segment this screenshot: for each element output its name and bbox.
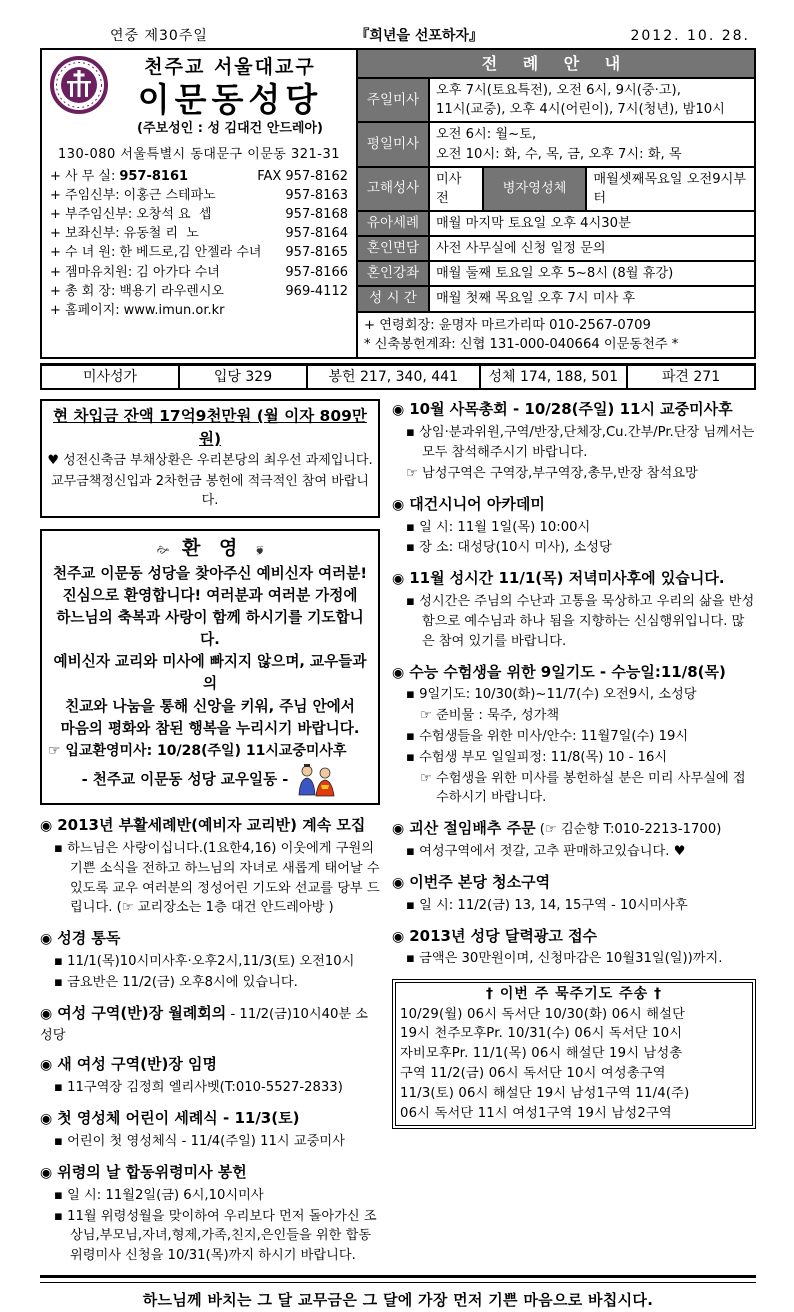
debt-note-2: 교무금책정신입과 2차헌금 봉헌에 적극적인 참여 바랍니다. <box>51 474 369 509</box>
contact-value: 오창석 요 셉 <box>136 207 212 222</box>
bulletin-date: 2012. 10. 28. <box>630 27 750 44</box>
right-bulletin-sections <box>392 399 756 969</box>
bulletin-title: 괴산 절임배추 주문 <box>409 819 536 838</box>
rosary-line: 10/29(월) 06시 독서단 10/30(화) 06시 해설단 <box>400 1006 686 1022</box>
bulletin-heading <box>392 399 756 420</box>
section-marker-icon: ◉ <box>392 402 405 419</box>
bulletin-item: ▪ 일 시: 11월2일(금) 6시,10시미사 <box>54 1187 264 1203</box>
liturgy-row-label: 혼인면담 <box>358 237 430 260</box>
welcome-line: 마음의 평화와 참된 행복을 누리시기 바랍니다. <box>60 719 360 737</box>
rosary-line: 19시 천주모후Pr. 10/31(수) 06시 독서단 10시 <box>400 1026 683 1042</box>
section-marker-icon: ◉ <box>40 1057 53 1074</box>
hymn-cell: 미사성가 <box>42 366 180 388</box>
footer-divider <box>40 1275 756 1283</box>
welcome-line: 진심으로 환영합니다! 여러분과 여러분 가정에 <box>62 586 358 604</box>
liturgy-row-content <box>430 262 754 285</box>
bulletin-heading <box>40 1003 380 1045</box>
bulletin-title: 새 여성 구역(반)장 임명 <box>57 1055 218 1074</box>
section-marker-icon: ◉ <box>392 874 405 891</box>
parish-logo-icon <box>50 56 108 114</box>
bulletin-item: ▪ 하느님은 사랑이십니다.(1요한4,16) 이웃에게 구원의 기쁜 소식을 전하고 하느님의 자녀로 새롭게 태어날 수 있도록 교우 여러분의 정성어린 기도와 선교를 당부 드립니다. (☞ 교리장소는 1층 대건 안드레아방 ) <box>54 841 380 916</box>
rosary-line: 자비모후Pr. 11/1(목) 06시 해설단 19시 남성총 <box>400 1046 683 1062</box>
liturgy-row-cells <box>430 168 754 210</box>
liturgy-cell-highlight: 병자영성체 <box>482 168 588 210</box>
contact-row <box>50 186 348 205</box>
liturgy-line: 매월 첫째 목요일 오후 7시 미사 후 <box>436 291 636 307</box>
bulletin-title-suffix: (☞ 김순향 T:010-2213-1700) <box>535 822 722 838</box>
contact-row <box>50 282 348 301</box>
contact-value: 한 베드로,김 안젤라 수녀 <box>119 245 262 261</box>
patron-saint: (주보성인 : 성 김대건 안드레아) <box>137 120 323 136</box>
bulletin-item: ☞ 수험생을 위한 미사를 봉헌하실 분은 미리 사무실에 접수하시기 바랍니다. <box>420 770 746 806</box>
bulletin-item: ▪ 장 소: 대성당(10시 미사), 소성당 <box>406 540 612 556</box>
contact-value: 유동철 리 노 <box>123 226 199 242</box>
contact-phone: 957-8163 <box>285 187 348 203</box>
liturgy-line: 11시(교중), 오후 4시(어린이), 7시(청년), 밤10시 <box>436 102 725 118</box>
welcome-line: 천주교 이문동 성당을 찾아주신 예비신자 여러분! <box>52 564 367 582</box>
bulletin-title: 수능 수험생을 위한 9일기도 - 수능일:11/8(목) <box>409 662 726 681</box>
header-box <box>40 48 756 359</box>
contact-row <box>50 205 348 224</box>
liturgy-note: + 연령회장: 윤명자 마르가리따 010-2567-0709 <box>364 317 651 333</box>
bulletin-item: ▪ 11/1(목)10시미사후·오후2시,11/3(토) 오전10시 <box>54 954 355 970</box>
section-marker-icon: ◉ <box>40 1111 53 1128</box>
left-column <box>40 399 380 1266</box>
bulletin-item: ▪ 어린이 첫 영성체식 - 11/4(주일) 11시 교중미사 <box>54 1134 345 1150</box>
bulletin-heading <box>40 1108 380 1129</box>
section-marker-icon: ◉ <box>392 664 405 681</box>
welcome-line: 친교와 나눔을 통해 신앙을 키워, 주님 안에서 <box>65 697 355 715</box>
contact-row <box>50 167 348 186</box>
section-marker-icon: ◉ <box>40 818 53 835</box>
bulletin-heading <box>40 928 380 949</box>
bulletin-item: ☞ 남성구역은 구역장,부구역장,총무,반장 참석요망 <box>406 465 698 481</box>
liturgy-row-label: 고해성사 <box>358 168 430 210</box>
rosary-schedule-box <box>392 979 756 1129</box>
parish-name: 이문동성당 <box>137 79 323 119</box>
bulletin-item: ▪ 수험생들을 위한 미사/안수: 11월7일(수) 19시 <box>406 729 689 745</box>
contact-phone: 957-8164 <box>285 226 348 242</box>
liturgy-row-label: 주일미사 <box>358 79 430 121</box>
liturgy-table-title: 전 례 안 내 <box>358 50 754 79</box>
hanbok-couple-clipart-icon <box>294 761 338 797</box>
parish-address: 130-080 서울특별시 동대문구 이문동 321-31 <box>57 146 341 162</box>
bulletin-heading <box>392 872 756 893</box>
bulletin-item: ▪ 금액은 30만원이며, 신청마감은 10월31일(일))까지. <box>406 951 723 967</box>
footer-banner: 하느님께 바치는 그 달 교무금은 그 달에 가장 먼저 기쁜 마음으로 바칩시다. <box>142 1290 654 1309</box>
diocese-name: 천주교 서울대교구 <box>144 56 316 78</box>
bulletin-item: ▪ 금요반은 11/2(금) 오후8시에 있습니다. <box>54 974 298 990</box>
bulletin-item: ▪ 11구역장 김정희 엘리사벳(T:010-5527-2833) <box>54 1080 343 1096</box>
bulletin-title: 10월 사목총회 - 10/28(주일) 11시 교중미사후 <box>409 400 733 419</box>
welcome-signature: - 천주교 이문동 성당 교우일동 - <box>81 770 289 788</box>
bulletin-heading <box>392 568 756 589</box>
welcome-title: 🙚 환 영 🙘 <box>156 536 264 559</box>
liturgy-row <box>358 123 754 167</box>
hymn-cell: 파견 271 <box>661 369 721 386</box>
liturgy-row <box>358 212 754 237</box>
welcome-line: 예비신자 교리와 미사에 빠지지 않으며, 교우들과의 <box>53 653 367 693</box>
liturgy-line: 사전 사무실에 신청 일정 문의 <box>436 241 606 257</box>
liturgy-row <box>358 79 754 123</box>
welcome-mass-note: ☞ 입교환영미사: 10/28(주일) 11시교중미사후 <box>48 742 347 759</box>
liturgy-row-content <box>430 79 754 121</box>
contact-label: + 홈페이지: <box>50 303 120 319</box>
liturgy-panel <box>356 50 754 357</box>
hymn-cell: 봉헌 217, 340, 441 <box>308 366 481 388</box>
contact-row <box>50 243 348 262</box>
contact-phone: 957-8165 <box>285 245 348 261</box>
debt-notice-box <box>40 399 380 517</box>
contact-row <box>50 263 348 282</box>
liturgy-note: * 신축봉헌계좌: 신협 131-000-040664 이문동천주 * <box>364 337 679 353</box>
hymn-cell: 성체 174, 188, 501 <box>481 366 629 388</box>
liturgy-notes <box>358 313 754 358</box>
liturgy-row-content <box>430 123 754 165</box>
contact-phone: 969-4112 <box>285 283 348 299</box>
bulletin-item: ▪ 성시간은 주님의 수난과 고통을 묵상하고 우리의 삶을 반성함으로 예수님과 하나 됨을 지향하는 신심행위입니다. 많은 참여 있기를 바랍니다. <box>406 594 755 649</box>
contact-row <box>50 224 348 243</box>
contact-label: + 사 무 실: <box>50 168 116 184</box>
bulletin-item: ▪ 11월 위령성월을 맞이하여 우리보다 먼저 돌아가신 조상님,부모님,자녀,형제,가족,친지,은인들을 위한 합동위령미사 신청을 10/31(목)까지 하시기 바랍니다. <box>54 1208 377 1264</box>
motto: 『희년을 선포하자』 <box>355 27 483 44</box>
liturgy-line: 오전 10시: 화, 수, 목, 금, 오후 7시: 화, 목 <box>436 146 682 162</box>
bulletin-heading <box>392 494 756 515</box>
liturgy-row <box>358 237 754 262</box>
section-marker-icon: ◉ <box>392 928 405 945</box>
welcome-box <box>40 529 380 805</box>
liturgy-row-label: 성 시 간 <box>358 287 430 310</box>
liturgical-week: 연중 제30주일 <box>110 27 208 44</box>
liturgy-row <box>358 262 754 287</box>
liturgy-row <box>358 287 754 312</box>
liturgy-line: 매월 마지막 토요일 오후 4시30분 <box>436 216 631 232</box>
section-marker-icon: ◉ <box>40 931 53 948</box>
contact-value: 김 아가다 수녀 <box>136 264 220 280</box>
liturgy-cell: 매월셋째목요일 오전9시부터 <box>593 171 747 206</box>
bulletin-item: ▪ 수험생 부모 일일피정: 11/8(목) 10 - 16시 <box>406 749 668 765</box>
bulletin-heading <box>40 815 380 836</box>
liturgy-table <box>358 79 754 312</box>
section-marker-icon: ◉ <box>40 1164 53 1181</box>
section-marker-icon: ◉ <box>40 1005 53 1022</box>
hymn-cell: 입당 329 <box>180 366 308 388</box>
mass-hymns-row <box>40 363 756 390</box>
liturgy-line: 오전 6시: 월~토, <box>436 127 537 143</box>
bulletin-title: 여성 구역(반)장 월례회의 <box>57 1003 227 1022</box>
left-bulletin-sections <box>40 815 380 1266</box>
section-marker-icon: ◉ <box>392 496 405 513</box>
contact-list <box>50 167 348 321</box>
rosary-line: 06시 독서단 11시 여성1구역 19시 남성2구역 <box>400 1105 672 1121</box>
welcome-line: 하느님의 축복과 사랑이 함께 하시기를 기도합니다. <box>56 608 364 649</box>
contact-value: 백용기 라우렌시오 <box>119 283 224 299</box>
bulletin-heading <box>40 1162 380 1183</box>
bulletin-title: 2013년 부활세례반(예비자 교리반) 계속 모집 <box>57 816 366 835</box>
bulletin-title: 이번주 본당 청소구역 <box>409 872 551 891</box>
bulletin-heading <box>40 1054 380 1075</box>
debt-balance: 현 차입금 잔액 17억9천만원 (월 이자 809만원) <box>53 407 367 448</box>
liturgy-row-label: 유아세례 <box>358 212 430 235</box>
section-marker-icon: ◉ <box>392 821 405 838</box>
bulletin-heading <box>392 662 756 683</box>
contact-value: 957-8161 <box>119 168 189 184</box>
liturgy-row-label: 평일미사 <box>358 123 430 165</box>
section-marker-icon: ◉ <box>392 571 405 588</box>
contact-row <box>50 301 348 320</box>
bulletin-title: 대건시니어 아카데미 <box>409 494 545 513</box>
bulletin-title: 2013년 성당 달력광고 접수 <box>409 926 598 945</box>
bulletin-title: 첫 영성체 어린이 세례식 - 11/3(토) <box>57 1109 300 1128</box>
liturgy-cell: 미사 전 <box>436 171 462 206</box>
liturgy-line: 매월 둘째 토요일 오후 5~8시 (8월 휴강) <box>436 266 674 282</box>
contact-label: + 주임신부: <box>50 187 120 203</box>
right-column <box>392 399 756 1266</box>
contact-label: + 보좌신부: <box>50 226 120 242</box>
liturgy-row-content <box>430 287 754 310</box>
bulletin-item: ▪ 여성구역에서 젓갈, 고추 판매하고있습니다. ♥ <box>406 844 686 860</box>
bulletin-item: ▪ 상임·분과위원,구역/반장,단체장,Cu.간부/Pr.단장 님께서는 모두 참석해주시기 바랍니다. <box>406 425 755 461</box>
contact-value: www.imun.or.kr <box>123 303 225 319</box>
bulletin-title: 성경 통독 <box>57 929 121 948</box>
rosary-line: 구역 11/2(금) 06시 독서단 10시 여성총구역 <box>400 1065 666 1081</box>
contact-label: + 젬마유치원: <box>50 264 133 280</box>
contact-value: 이홍근 스테파노 <box>123 187 216 203</box>
contact-phone: FAX 957-8162 <box>257 168 348 184</box>
contact-label: + 부주임신부: <box>50 207 133 222</box>
bulletin-title: 위령의 날 합동위령미사 봉헌 <box>57 1162 247 1181</box>
bulletin-item: ▪ 일 시: 11/2(금) 13, 14, 15구역 - 10시미사후 <box>406 897 688 913</box>
liturgy-row-content <box>430 237 754 260</box>
liturgy-row-content <box>430 212 754 235</box>
bulletin-title: 11월 성시간 11/1(목) 저녁미사후에 있습니다. <box>409 569 725 588</box>
bulletin-item: ▪ 일 시: 11월 1일(목) 10:00시 <box>406 519 591 535</box>
top-header-line <box>40 24 756 46</box>
debt-note-1: ♥ 성전신축금 부채상환은 우리본당의 최우선 과제입니다. <box>47 453 373 469</box>
parish-info-panel <box>42 50 356 357</box>
liturgy-line: 오후 7시(토요특전), 오전 6시, 9시(중·고), <box>436 83 681 99</box>
bulletin-heading <box>392 926 756 947</box>
rosary-schedule <box>400 1005 748 1124</box>
bulletin-heading <box>392 818 756 839</box>
liturgy-row <box>358 168 754 212</box>
contact-phone: 957-8168 <box>285 207 348 222</box>
rosary-line: 11/3(토) 06시 해설단 19시 남성1구역 11/4(주) <box>400 1085 690 1101</box>
liturgy-row-label: 혼인강좌 <box>358 262 430 285</box>
welcome-text <box>48 563 372 740</box>
contact-phone: 957-8166 <box>285 264 348 280</box>
rosary-box-title: † 이번 주 묵주기도 주송 † <box>485 986 663 1003</box>
bulletin-title-suffix: - 11/2(금)10시40분 소성당 <box>40 1006 369 1043</box>
bulletin-item: ☞ 준비물 : 묵주, 성가책 <box>420 708 560 724</box>
contact-label: + 총 회 장: <box>50 283 116 299</box>
bulletin-item: ▪ 9일기도: 10/30(화)~11/7(수) 오전9시, 소성당 <box>406 687 697 703</box>
contact-label: + 수 녀 원: <box>50 245 116 261</box>
